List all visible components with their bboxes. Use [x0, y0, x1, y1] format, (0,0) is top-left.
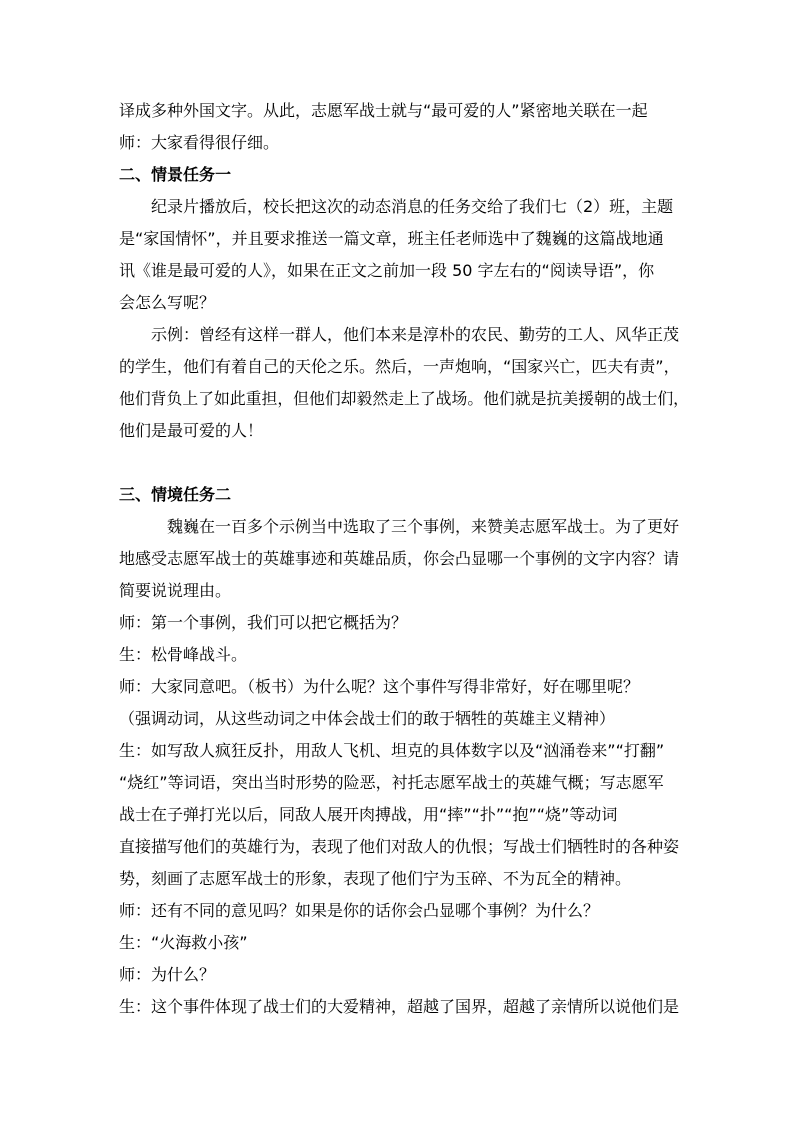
text-line: 讯《谁是最可爱的人》，如果在正文之前加一段 50 字左右的“阅读导语”，你	[119, 261, 655, 280]
text-line: 会怎么写呢？	[119, 293, 216, 312]
text-line: 他们背负上了如此重担，但他们却毅然走上了战场。他们就是抗美援朝的战士们，	[119, 389, 690, 408]
text-line: 直接描写他们的英雄行为，表现了他们对敌人的仇恨；写战士们牺牲时的各种姿	[119, 837, 680, 856]
example-paragraph: 示例：曾经有这样一群人，他们本来是淳朴的农民、勤劳的工人、风华正茂	[151, 325, 680, 344]
text-line: 师：大家看得很仔细。	[119, 133, 280, 152]
text-line: 的学生，他们有着自己的天伦之乐。然后，一声炮响，“国家兴亡，匹夫有责”，	[119, 357, 680, 376]
text-line: （强调动词，从这些动词之中体会战士们的敢于牺牲的英雄主义精神）	[119, 709, 616, 728]
text-line: 势，刻画了志愿军战士的形象，表现了他们宁为玉碎、不为瓦全的精神。	[119, 869, 632, 888]
text-line: 他们是最可爱的人！	[119, 421, 264, 440]
section-heading-1: 二、情景任务一	[119, 165, 232, 184]
student-line: 生：“火海救小孩”	[119, 933, 248, 952]
text-line: 是“家国情怀”，并且要求推送一篇文章，班主任老师选中了魏巍的这篇战地通	[119, 229, 664, 248]
student-line: 生：如写敌人疯狂反扑，用敌人飞机、坦克的具体数字以及“汹涌卷来”“打翻”	[119, 741, 665, 760]
text-line: 魏巍在一百多个示例当中选取了三个事例，来赞美志愿军战士。为了更好	[167, 517, 680, 536]
section-heading-2: 三、情境任务二	[119, 485, 232, 504]
text-line: “烧红”等词语，突出当时形势的险恶，衬托志愿军战士的英雄气概；写志愿军	[119, 773, 664, 792]
text-line: 战士在子弹打光以后，同敌人展开肉搏战，用“摔”“扑”“抱”“烧”等动词	[119, 805, 618, 824]
text-line: 纪录片播放后，校长把这次的动态消息的任务交给了我们七（2）班，主题	[151, 197, 674, 216]
text-line: 地感受志愿军战士的英雄事迹和英雄品质，你会凸显哪一个事例的文字内容？请	[119, 549, 680, 568]
teacher-line: 师：第一个事例，我们可以把它概括为？	[119, 613, 408, 632]
student-line: 生：这个事件体现了战士们的大爱精神，超越了国界，超越了亲情所以说他们是	[119, 997, 680, 1016]
teacher-line: 师：大家同意吧。（板书）为什么呢？这个事件写得非常好，好在哪里呢？	[119, 677, 640, 696]
text-line: 简要说说理由。	[119, 581, 232, 600]
text-line: 译成多种外国文字。从此，志愿军战士就与“最可爱的人”紧密地关联在一起	[119, 101, 648, 120]
teacher-line: 师：为什么？	[119, 965, 216, 984]
teacher-line: 师：还有不同的意见吗？如果是你的话你会凸显哪个事例？为什么？	[119, 901, 600, 920]
student-line: 生：松骨峰战斗。	[119, 645, 248, 664]
